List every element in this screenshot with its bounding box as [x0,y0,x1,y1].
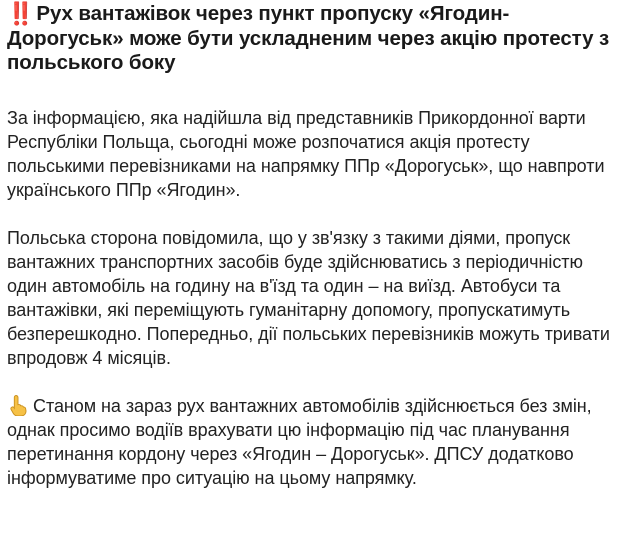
pointing-up-hand-icon [7,394,29,416]
post-message [7,0,619,490]
double-exclamation-icon: ‼️ [7,1,31,26]
paragraph-3-text: Станом на зараз рух вантажних автомобілів здійснюється без змін, однак просимо водіїв врахувати цю інформацію під час планування перетинання кордону через «Ягодин – Дорогуськ». ДПСУ додатково інформуватиме про ситуацію на цьому напрямку. [7,395,592,488]
post-paragraph-3 [7,394,619,490]
post-headline [7,0,619,76]
post-paragraph-1: За інформацією, яка надійшла від представників Прикордонної варти Республіки Польща, сьогодні може розпочатися акція протесту польськими перевізниками на напрямку ППр «Дорогуськ», що навпроти українського ППр «Ягодин». [7,107,605,200]
headline-text: Рух вантажівок через пункт пропуску «Ягодин-Дорогуськ» може бути ускладненим через акцію протесту з польського боку [7,2,610,74]
post-paragraph-2: Польська сторона повідомила, що у зв'язку з такими діями, пропуск вантажних транспортних засобів буде здійснюватись з періодичністю один автомобіль на годину на в'їзд та один – на виїзд. Автобуси та вантажівки, які переміщують гуманітарну допомогу, пропускатимуть безперешкодно. Попередньо, дії польських перевізників можуть тривати впродовж 4 місяців. [7,227,610,368]
